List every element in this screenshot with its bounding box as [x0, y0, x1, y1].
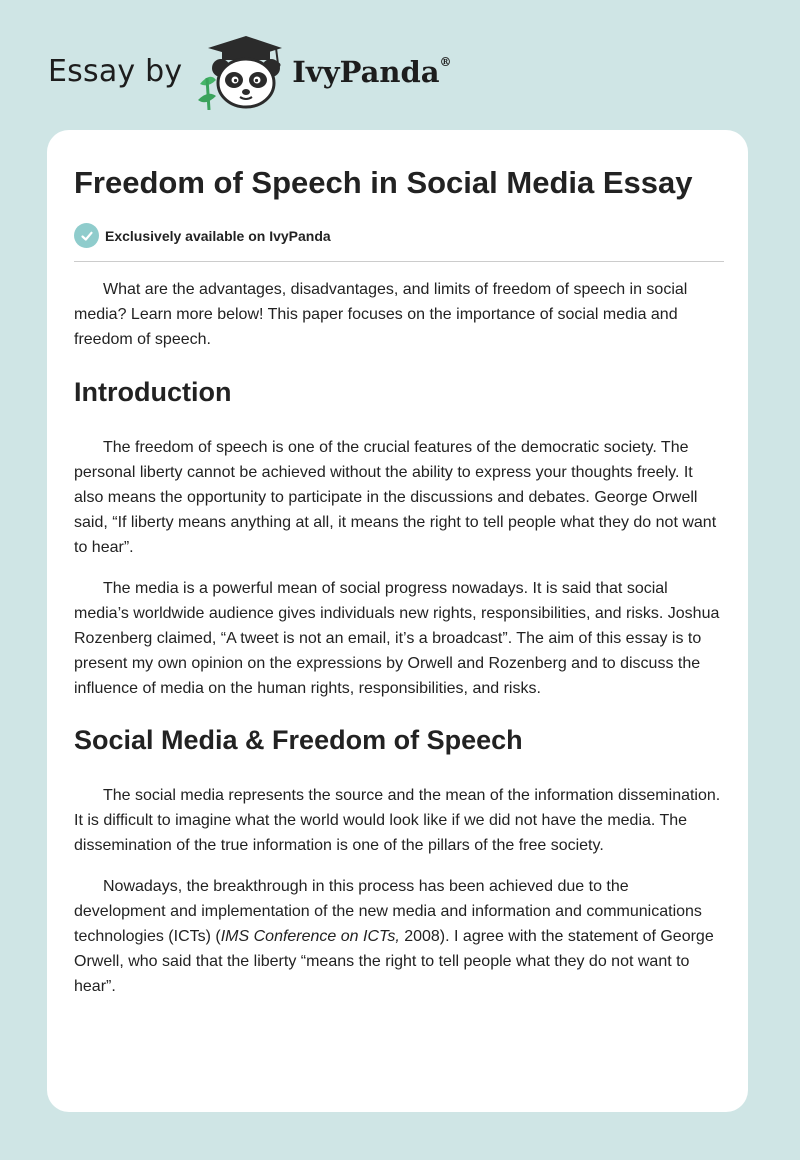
exclusive-badge-label: Exclusively available on IvyPanda — [105, 227, 331, 244]
brand-name: IvyPanda® — [292, 54, 452, 89]
paragraph-text: Nowadays, the breakthrough in this process has been achieved due to the development and implementation of the new media and information and communications technologies (ICTs) ( — [74, 878, 702, 945]
check-icon — [74, 223, 99, 248]
essay-title: Freedom of Speech in Social Media Essay — [74, 165, 693, 200]
paragraph: The media is a powerful mean of social progress nowadays. It is said that social media’s worldwide audience gives individuals new rights, responsibilities, and risks. Joshua Rozenberg claimed, “A tweet is not an email, it’s a broadcast”. The aim of this essay is to present my own opinion on the expressions by Orwell and Rozenberg and to discuss the influence of media on the human rights, responsibilities, and risks. — [74, 580, 720, 697]
citation: IMS Conference on ICTs, — [220, 928, 400, 945]
registered-mark: ® — [439, 54, 452, 69]
title-divider — [74, 261, 724, 262]
section-heading-introduction: Introduction — [74, 377, 232, 407]
section-heading-social-media: Social Media & Freedom of Speech — [74, 725, 523, 755]
paragraph — [74, 874, 724, 999]
site-header — [48, 34, 452, 110]
paragraph: The social media represents the source and the mean of the information dissemination. It is difficult to imagine what the world would look like if we did not have the media. The dissemination of the true information is one of the pillars of the free society. — [74, 787, 721, 854]
essay-card — [47, 130, 748, 1112]
exclusive-badge — [74, 223, 724, 248]
panda-logo-icon[interactable] — [194, 34, 286, 110]
essay-content — [74, 162, 724, 999]
paragraph: The freedom of speech is one of the crucial features of the democratic society. The personal liberty cannot be achieved without the ability to express your thoughts freely. It also means the opportunity to participate in the discussions and debates. George Orwell said, “If liberty means anything at all, it means the right to tell people what they do not want to hear”. — [74, 439, 717, 556]
brand-prefix: Essay by — [48, 54, 183, 89]
intro-paragraph: What are the advantages, disadvantages, and limits of freedom of speech in social media? Learn more below! This paper focuses on the importance of social media and freedom of speech. — [74, 281, 688, 348]
paragraph-text: 2008). I agree with the statement of George Orwell, who said that the liberty “means the right to tell people what they do not want to hear”. — [74, 928, 714, 995]
